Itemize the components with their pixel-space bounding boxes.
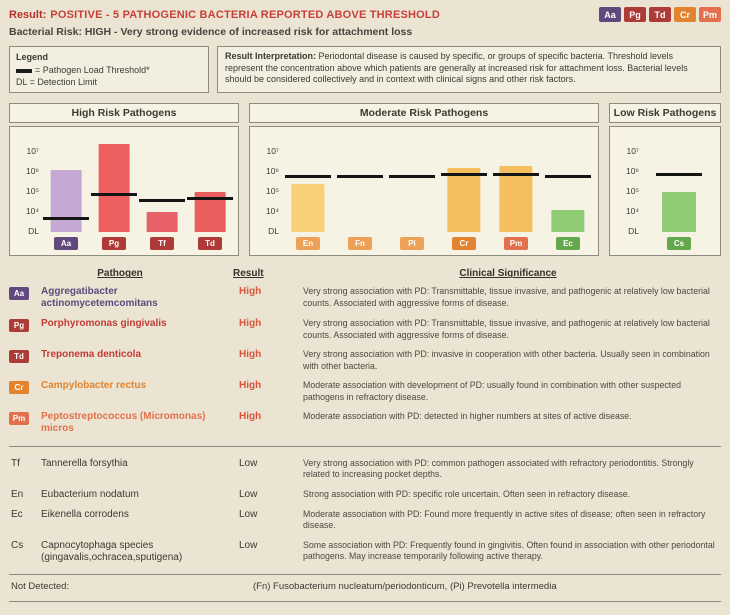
pathogen-load-bar xyxy=(662,192,696,232)
header-result: Result xyxy=(233,268,264,280)
legend-threshold-item xyxy=(16,64,202,76)
chart-plot-moderate-risk xyxy=(249,126,599,256)
y-axis-tick: 10⁵ xyxy=(266,186,279,197)
y-axis-tick: 10⁴ xyxy=(625,206,639,217)
bar-area xyxy=(386,136,438,232)
not-detected-text: (Fn) Fusobacterium nucleatum/periodonticum, (Pi) Prevotella intermedia xyxy=(253,580,557,592)
bar-area xyxy=(138,136,186,232)
result-value: Low xyxy=(239,508,258,520)
bar-area xyxy=(90,136,138,232)
pathogen-code: Ec xyxy=(11,508,23,520)
pathogen-axis-badge: Pm xyxy=(504,237,528,250)
pathogen-axis-badge: Aa xyxy=(54,237,78,250)
bar-column-pg xyxy=(90,136,138,250)
bar-column-ec xyxy=(542,136,594,250)
result-interpretation-box xyxy=(217,46,721,93)
bar-area xyxy=(334,136,386,232)
bar-area xyxy=(642,136,716,232)
pathogen-name: Eikenella corrodens xyxy=(41,508,129,520)
table-row-pg xyxy=(9,318,721,341)
result-header xyxy=(9,7,721,22)
y-axis-tick: 10⁷ xyxy=(26,146,39,157)
y-axis xyxy=(14,136,42,237)
table-row-ec xyxy=(9,509,721,532)
chart-plot-low-risk xyxy=(609,126,721,256)
threshold-dash-icon xyxy=(16,69,32,73)
pathogen-name: Peptostreptococcus (Micromonas) micros xyxy=(41,410,206,434)
risk-text: HIGH - Very strong evidence of increased risk for attachment loss xyxy=(84,26,413,38)
pathogen-table xyxy=(9,268,721,563)
pathogen-load-bar xyxy=(51,170,82,232)
result-value: High xyxy=(239,286,262,298)
y-axis-tick: 10⁷ xyxy=(626,146,639,157)
clinical-significance: Moderate association with PD: Found more frequently in active sites of disease; often seen in refractory disease. xyxy=(303,508,706,531)
pathogen-axis-badge: Cs xyxy=(667,237,691,250)
y-axis-tick: 10⁵ xyxy=(26,186,39,197)
clinical-significance: Moderate association with PD: detected in higher numbers at sites of active disease. xyxy=(303,410,632,421)
pathogen-load-bar xyxy=(447,168,480,232)
bar-area xyxy=(186,136,234,232)
clinical-significance: Very strong association with PD: invasive in cooperation with other bacteria. Usually seen in combination with other bacteria. xyxy=(303,349,710,371)
pathogen-axis-badge: Ec xyxy=(556,237,580,250)
pathogen-code: En xyxy=(11,488,24,500)
result-value: Low xyxy=(239,457,258,469)
result-value: High xyxy=(239,318,262,330)
not-detected-label: Not Detected: xyxy=(11,580,70,592)
y-axis-tick: 10⁵ xyxy=(626,186,639,197)
y-axis-tick: 10⁴ xyxy=(265,206,279,217)
plot-area xyxy=(642,136,716,250)
clinical-significance: Moderate association with development of PD: usually found in combination with other suspected pathogens in refractory disease. xyxy=(303,380,681,402)
result-label: Result: xyxy=(9,8,47,21)
chart-plot-high-risk xyxy=(9,126,239,256)
pathogen-name: Porphyromonas gingivalis xyxy=(41,318,167,330)
y-axis-tick: DL xyxy=(28,226,39,237)
bar-column-tf xyxy=(138,136,186,250)
chart-title-low-risk: Low Risk Pathogens xyxy=(609,103,721,123)
pathogen-axis-badge: Td xyxy=(198,237,222,250)
pathogen-name: Capnocytophaga species (gingavalis,ochracea,sputigena) xyxy=(41,539,183,563)
pathogen-axis-badge: Pi xyxy=(400,237,424,250)
table-row-cs xyxy=(9,540,721,564)
pathogen-badge: Pg xyxy=(9,319,29,332)
bacterial-risk-line xyxy=(9,26,721,38)
info-row xyxy=(9,46,721,93)
bar-area xyxy=(282,136,334,232)
y-axis-tick: 10⁷ xyxy=(266,146,279,157)
bar-area xyxy=(438,136,490,232)
legend-title: Legend xyxy=(16,52,49,62)
legend-threshold-label: = Pathogen Load Threshold* xyxy=(35,65,150,76)
legend-box xyxy=(9,46,209,93)
pathogen-load-bar xyxy=(551,210,584,232)
threshold-line xyxy=(91,193,137,196)
pathogen-name: Tannerella forsythia xyxy=(41,457,128,469)
y-axis-tick: 10⁶ xyxy=(266,166,279,177)
threshold-line xyxy=(285,175,331,178)
bar-area xyxy=(490,136,542,232)
threshold-line xyxy=(389,175,435,178)
chart-panel-moderate-risk xyxy=(249,103,599,256)
bar-column-td xyxy=(186,136,234,250)
chart-title-high-risk: High Risk Pathogens xyxy=(9,103,239,123)
bar-column-aa xyxy=(42,136,90,250)
positive-pathogen-badges xyxy=(599,7,721,22)
bar-column-fn xyxy=(334,136,386,250)
pathogen-load-bar xyxy=(291,184,324,232)
pathogen-badge: Cr xyxy=(9,381,29,394)
y-axis xyxy=(254,136,282,237)
threshold-line xyxy=(656,173,702,176)
pathogen-badge-pg: Pg xyxy=(624,7,646,22)
header-pathogen: Pathogen xyxy=(97,268,143,280)
threshold-line xyxy=(187,197,233,200)
header-clinical-significance: Clinical Significance xyxy=(459,268,557,280)
bar-area xyxy=(42,136,90,232)
risk-label: Bacterial Risk: xyxy=(9,26,82,38)
bar-column-en xyxy=(282,136,334,250)
threshold-line xyxy=(545,175,591,178)
pathogen-badge-cr: Cr xyxy=(674,7,696,22)
pathogen-name: Campylobacter rectus xyxy=(41,380,147,392)
bar-column-pm xyxy=(490,136,542,250)
y-axis-tick: 10⁴ xyxy=(25,206,39,217)
clinical-significance: Very strong association with PD: Transmittable, tissue invasive, and pathogenic at relatively low bacterial counts. Associated with aggressive forms of disease. xyxy=(303,286,710,308)
pathogen-name: Treponema denticola xyxy=(41,349,142,361)
table-header-row xyxy=(9,268,721,279)
result-value: High xyxy=(239,410,262,422)
table-row-tf xyxy=(9,458,721,481)
table-row-cr xyxy=(9,380,721,403)
pathogen-badge-pm: Pm xyxy=(699,7,721,22)
chart-panel-low-risk xyxy=(609,103,721,256)
plot-area xyxy=(282,136,594,250)
charts-row xyxy=(9,103,721,256)
pathogen-badge: Td xyxy=(9,350,29,363)
pathogen-badge: Pm xyxy=(9,412,29,425)
bar-column-pi xyxy=(386,136,438,250)
pathogen-load-bar xyxy=(147,212,178,232)
threshold-line xyxy=(43,217,89,220)
y-axis-tick: 10⁶ xyxy=(26,166,39,177)
interpretation-text: Periodontal disease is caused by specific, or groups of specific bacteria. Threshold levels represent the concentration above which patients are generally at increased risk for attachment loss. Bacterial levels should be considered collectively and in context with clinical signs and other risk factors. xyxy=(225,51,688,85)
threshold-line xyxy=(337,175,383,178)
pathogen-axis-badge: Cr xyxy=(452,237,476,250)
legend-dl-item: DL = Detection Limit xyxy=(16,77,97,88)
table-row-pm xyxy=(9,411,721,435)
pathogen-badge: Aa xyxy=(9,287,29,300)
chart-title-moderate-risk: Moderate Risk Pathogens xyxy=(249,103,599,123)
plot-area xyxy=(42,136,234,250)
interpretation-title: Result Interpretation: xyxy=(225,51,317,61)
clinical-significance: Strong association with PD: specific role uncertain. Often seen in refractory disease. xyxy=(303,488,631,499)
threshold-line xyxy=(139,199,185,202)
result-value: Low xyxy=(239,488,258,500)
result-value: High xyxy=(239,349,262,361)
not-detected-footer xyxy=(9,574,721,602)
pathogen-axis-badge: Fn xyxy=(348,237,372,250)
pathogen-code: Cs xyxy=(11,539,24,551)
pathogen-code: Tf xyxy=(11,457,20,469)
pathogen-axis-badge: Tf xyxy=(150,237,174,250)
pathogen-axis-badge: Pg xyxy=(102,237,126,250)
pathogen-axis-badge: En xyxy=(296,237,320,250)
chart-panel-high-risk xyxy=(9,103,239,256)
pathogen-load-bar xyxy=(99,144,130,232)
result-value: High xyxy=(239,380,262,392)
y-axis xyxy=(614,136,642,237)
section-divider xyxy=(9,446,721,447)
clinical-significance: Some association with PD: Frequently found in gingivitis. Often found in association with other periodontal pathogens. May increase temporarily following active therapy. xyxy=(303,539,715,562)
threshold-line xyxy=(441,173,487,176)
bar-area xyxy=(542,136,594,232)
clinical-significance: Very strong association with PD: Transmittable, tissue invasive, and pathogenic at relatively low bacterial counts. Associated with aggressive forms of disease. xyxy=(303,318,710,340)
bar-column-cr xyxy=(438,136,490,250)
clinical-significance: Very strong association with PD: common pathogen associated with refractory periodontitis. Strongly related to increasing pocket depths. xyxy=(303,457,694,480)
pathogen-name: Aggregatibacter actinomycetemcomitans xyxy=(41,286,158,310)
pathogen-badge-aa: Aa xyxy=(599,7,621,22)
pathogen-badge-td: Td xyxy=(649,7,671,22)
threshold-line xyxy=(493,173,539,176)
y-axis-tick: DL xyxy=(268,226,279,237)
y-axis-tick: DL xyxy=(628,226,639,237)
y-axis-tick: 10⁶ xyxy=(626,166,639,177)
result-value: Low xyxy=(239,539,258,551)
pathogen-name: Eubacterium nodatum xyxy=(41,488,139,500)
table-row-aa xyxy=(9,286,721,310)
result-text: POSITIVE - 5 PATHOGENIC BACTERIA REPORTED ABOVE THRESHOLD xyxy=(50,8,440,21)
table-row-en xyxy=(9,489,721,501)
table-row-td xyxy=(9,349,721,372)
bar-column-cs xyxy=(642,136,716,250)
